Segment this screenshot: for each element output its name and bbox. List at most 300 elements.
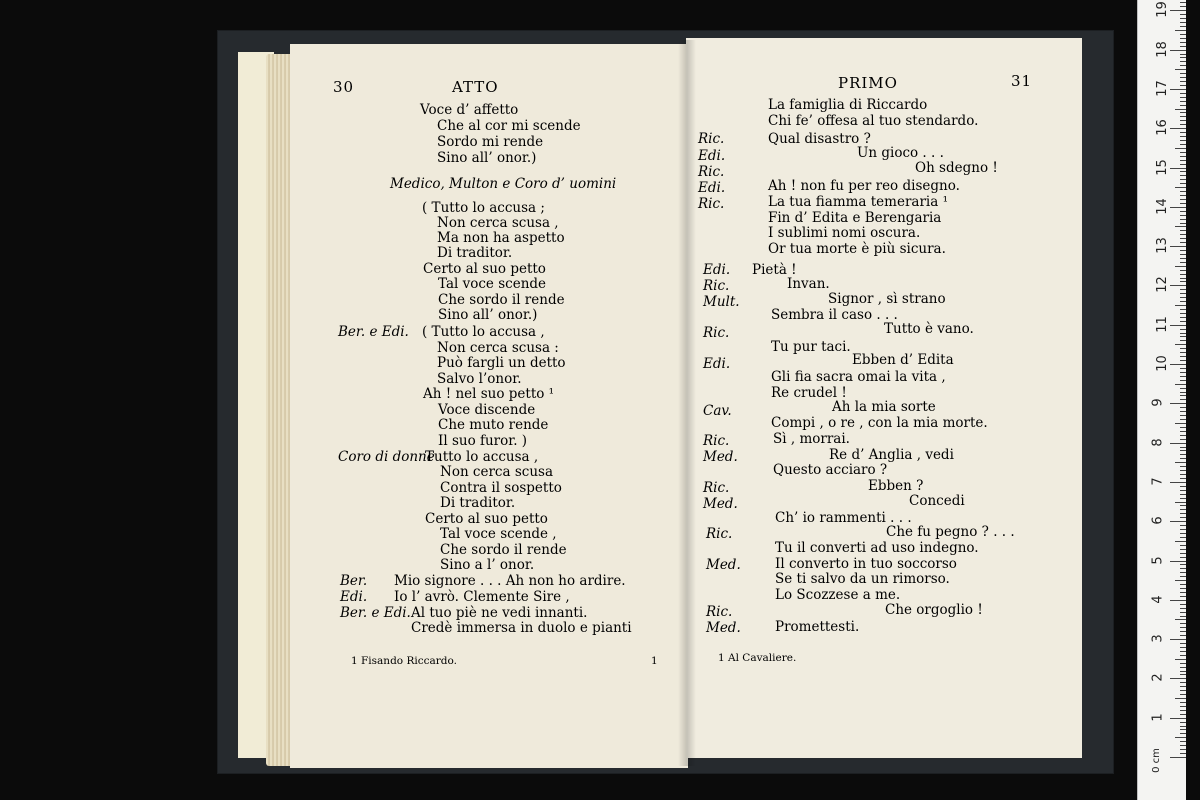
ruler-tick bbox=[1180, 545, 1186, 546]
speaker-label: Mult. bbox=[703, 294, 740, 310]
ruler-tick bbox=[1180, 116, 1186, 117]
ruler-tick bbox=[1180, 706, 1186, 707]
ruler-tick bbox=[1180, 340, 1186, 341]
verse-line: Di traditor. bbox=[440, 495, 516, 511]
ruler-tick bbox=[1180, 26, 1186, 27]
ruler-tick bbox=[1180, 313, 1186, 314]
verse-line: Un gioco . . . bbox=[857, 145, 944, 161]
ruler-tick bbox=[1170, 757, 1186, 758]
ruler-tick bbox=[1180, 274, 1186, 275]
verse-line: Tutto lo accusa , bbox=[425, 449, 539, 465]
speaker-label: Cav. bbox=[703, 403, 732, 419]
ruler-tick bbox=[1180, 211, 1186, 212]
ruler-tick bbox=[1180, 509, 1186, 510]
ruler-number: 19 bbox=[1154, 1, 1170, 19]
verse-line: Ebben ? bbox=[868, 478, 924, 494]
verse-line: Or tua morte è più sicura. bbox=[768, 241, 946, 257]
speaker-label: Edi. bbox=[703, 262, 731, 278]
ruler-tick bbox=[1180, 513, 1186, 514]
verse-line: Certo al suo petto bbox=[425, 511, 548, 527]
ruler-tick bbox=[1170, 600, 1186, 601]
verse-line: Tu pur taci. bbox=[771, 339, 851, 355]
ruler-tick bbox=[1180, 199, 1186, 200]
verse-line: Questo acciaro ? bbox=[773, 462, 888, 478]
measurement-ruler bbox=[1137, 0, 1186, 800]
ruler-tick bbox=[1180, 596, 1186, 597]
ruler-tick bbox=[1180, 93, 1186, 94]
verse-line: Re crudel ! bbox=[771, 385, 847, 401]
ruler-tick bbox=[1180, 183, 1186, 184]
ruler-tick bbox=[1180, 34, 1186, 35]
speaker-label: Edi. bbox=[340, 589, 368, 605]
ruler-number: 5 bbox=[1150, 555, 1166, 565]
verse-line: Non cerca scusa , bbox=[437, 215, 559, 231]
ruler-tick bbox=[1180, 6, 1186, 7]
ruler-tick bbox=[1180, 494, 1186, 495]
verse-line: Ah ! nel suo petto ¹ bbox=[423, 386, 555, 402]
speaker-label: Med. bbox=[703, 449, 738, 465]
speaker-label: Ric. bbox=[706, 604, 733, 620]
ruler-tick bbox=[1180, 388, 1186, 389]
ruler-tick bbox=[1170, 364, 1186, 365]
ruler-tick bbox=[1175, 423, 1186, 424]
ruler-tick bbox=[1180, 42, 1186, 43]
ruler-tick bbox=[1180, 317, 1186, 318]
book-gutter bbox=[678, 40, 696, 766]
ruler-tick bbox=[1180, 549, 1186, 550]
ruler-tick bbox=[1180, 537, 1186, 538]
ruler-tick bbox=[1170, 443, 1186, 444]
ruler-tick bbox=[1180, 568, 1186, 569]
verse-line: Invan. bbox=[787, 276, 830, 292]
ruler-tick bbox=[1180, 667, 1186, 668]
ruler-tick bbox=[1180, 97, 1186, 98]
verse-line: Sino all’ onor.) bbox=[438, 307, 538, 323]
ruler-tick bbox=[1175, 69, 1186, 70]
ruler-tick bbox=[1180, 333, 1186, 334]
verse-line: Ma non ha aspetto bbox=[437, 230, 565, 246]
ruler-tick bbox=[1180, 505, 1186, 506]
ruler-tick bbox=[1170, 168, 1186, 169]
ruler-tick bbox=[1180, 576, 1186, 577]
ruler-tick bbox=[1180, 682, 1186, 683]
ruler-tick bbox=[1180, 623, 1186, 624]
ruler-tick bbox=[1180, 38, 1186, 39]
ruler-tick bbox=[1170, 10, 1186, 11]
speaker-label: Ber. e Edi. bbox=[338, 324, 409, 340]
ruler-tick bbox=[1180, 2, 1186, 3]
verse-line: Al tuo piè ne vedi innanti. bbox=[411, 605, 588, 621]
verse-line: Che sordo il rende bbox=[438, 292, 565, 308]
ruler-tick bbox=[1180, 14, 1186, 15]
verse-line: La tua fiamma temeraria ¹ bbox=[768, 194, 948, 210]
ruler-tick bbox=[1180, 690, 1186, 691]
verse-line: Voce d’ affetto bbox=[420, 102, 519, 118]
ruler-tick bbox=[1170, 639, 1186, 640]
ruler-tick bbox=[1175, 187, 1186, 188]
ruler-tick bbox=[1175, 737, 1186, 738]
ruler-tick bbox=[1180, 356, 1186, 357]
speaker-label: Edi. bbox=[698, 148, 726, 164]
speaker-label: Ric. bbox=[698, 131, 725, 147]
ruler-tick bbox=[1180, 278, 1186, 279]
ruler-tick bbox=[1180, 557, 1186, 558]
ruler-unit-label: 0 cm bbox=[1150, 748, 1162, 773]
ruler-tick bbox=[1175, 148, 1186, 149]
ruler-tick bbox=[1180, 458, 1186, 459]
verse-line: Pietà ! bbox=[752, 262, 797, 278]
ruler-tick bbox=[1175, 541, 1186, 542]
verse-line: Ah ! non fu per reo disegno. bbox=[768, 178, 960, 194]
ruler-tick bbox=[1180, 608, 1186, 609]
ruler-tick bbox=[1180, 57, 1186, 58]
ruler-tick bbox=[1180, 651, 1186, 652]
ruler-tick bbox=[1180, 112, 1186, 113]
ruler-tick bbox=[1180, 242, 1186, 243]
ruler-tick bbox=[1180, 686, 1186, 687]
verse-line: Se ti salvo da un rimorso. bbox=[775, 571, 950, 587]
ruler-number: 14 bbox=[1154, 198, 1170, 215]
verse-line: I sublimi nomi oscura. bbox=[768, 225, 921, 241]
speaker-label: Ric. bbox=[706, 526, 733, 542]
ruler-tick bbox=[1180, 674, 1186, 675]
ruler-tick bbox=[1180, 392, 1186, 393]
ruler-tick bbox=[1180, 749, 1186, 750]
ruler-tick bbox=[1180, 733, 1186, 734]
verse-line: Io l’ avrò. Clemente Sire , bbox=[394, 589, 570, 605]
ruler-tick bbox=[1180, 164, 1186, 165]
ruler-tick bbox=[1180, 631, 1186, 632]
ruler-tick bbox=[1180, 439, 1186, 440]
ruler-tick bbox=[1180, 592, 1186, 593]
ruler-tick bbox=[1180, 529, 1186, 530]
ruler-tick bbox=[1180, 81, 1186, 82]
speaker-label: Ric. bbox=[703, 325, 730, 341]
ruler-tick bbox=[1175, 30, 1186, 31]
ruler-tick bbox=[1180, 490, 1186, 491]
ruler-tick bbox=[1180, 741, 1186, 742]
ruler-tick bbox=[1175, 462, 1186, 463]
ruler-tick bbox=[1180, 486, 1186, 487]
ruler-tick bbox=[1180, 105, 1186, 106]
ruler-tick bbox=[1180, 136, 1186, 137]
ruler-tick bbox=[1175, 109, 1186, 110]
ruler-tick bbox=[1180, 179, 1186, 180]
ruler-tick bbox=[1170, 678, 1186, 679]
right-page-number: 31 bbox=[1011, 72, 1033, 90]
ruler-tick bbox=[1175, 619, 1186, 620]
verse-line: Concedi bbox=[909, 493, 965, 509]
speaker-label: Med. bbox=[706, 620, 741, 636]
ruler-number: 8 bbox=[1150, 437, 1166, 447]
ruler-tick bbox=[1180, 293, 1186, 294]
ruler-tick bbox=[1180, 478, 1186, 479]
verse-line: Sordo mi rende bbox=[437, 134, 544, 150]
ruler-tick bbox=[1170, 403, 1186, 404]
speaker-label: Ric. bbox=[698, 196, 725, 212]
ruler-tick bbox=[1170, 521, 1186, 522]
ruler-tick bbox=[1180, 450, 1186, 451]
verse-line: Tal voce scende bbox=[438, 276, 547, 292]
speaker-label: Ric. bbox=[703, 433, 730, 449]
ruler-tick bbox=[1180, 753, 1186, 754]
stage-direction: Medico, Multon e Coro d’ uomini bbox=[390, 176, 617, 192]
ruler-tick bbox=[1180, 360, 1186, 361]
ruler-tick bbox=[1180, 745, 1186, 746]
verse-line: Tutto è vano. bbox=[884, 321, 974, 337]
ruler-tick bbox=[1180, 435, 1186, 436]
ruler-tick bbox=[1180, 702, 1186, 703]
ruler-tick bbox=[1180, 498, 1186, 499]
speaker-label: Ber. e Edi. bbox=[340, 605, 411, 621]
ruler-tick bbox=[1180, 191, 1186, 192]
ruler-tick bbox=[1180, 564, 1186, 565]
ruler-tick bbox=[1180, 262, 1186, 263]
ruler-tick bbox=[1180, 140, 1186, 141]
speaker-label: Coro di donne bbox=[338, 449, 435, 465]
ruler-tick bbox=[1180, 407, 1186, 408]
verse-line: Ebben d’ Edita bbox=[852, 352, 954, 368]
ruler-tick bbox=[1180, 431, 1186, 432]
ruler-tick bbox=[1180, 714, 1186, 715]
ruler-number: 10 bbox=[1154, 355, 1170, 372]
verse-line: Non cerca scusa : bbox=[437, 340, 559, 356]
ruler-tick bbox=[1180, 627, 1186, 628]
right-running-head: PRIMO bbox=[838, 74, 898, 92]
ruler-tick bbox=[1180, 101, 1186, 102]
ruler-tick bbox=[1180, 368, 1186, 369]
ruler-tick bbox=[1175, 580, 1186, 581]
speaker-label: Med. bbox=[706, 557, 741, 573]
ruler-tick bbox=[1170, 482, 1186, 483]
ruler-number: 4 bbox=[1150, 595, 1166, 604]
ruler-tick bbox=[1175, 305, 1186, 306]
ruler-tick bbox=[1180, 694, 1186, 695]
ruler-tick bbox=[1180, 297, 1186, 298]
verse-line: Non cerca scusa bbox=[440, 464, 553, 480]
ruler-tick bbox=[1180, 18, 1186, 19]
ruler-tick bbox=[1180, 171, 1186, 172]
ruler-tick bbox=[1180, 85, 1186, 86]
verse-line: Che orgoglio ! bbox=[885, 602, 983, 618]
ruler-number: 11 bbox=[1154, 315, 1170, 333]
verse-line: Il converto in tuo soccorso bbox=[775, 556, 957, 572]
verse-line: Che fu pegno ? . . . bbox=[886, 524, 1015, 540]
ruler-tick bbox=[1180, 309, 1186, 310]
verse-line: Mio signore . . . Ah non ho ardire. bbox=[394, 573, 626, 589]
verse-line: Che al cor mi scende bbox=[437, 118, 581, 134]
verse-line: Certo al suo petto bbox=[423, 261, 546, 277]
ruler-tick bbox=[1180, 419, 1186, 420]
ruler-tick bbox=[1180, 655, 1186, 656]
verse-line: Tu il converti ad uso indegno. bbox=[775, 540, 979, 556]
verse-line: Oh sdegno ! bbox=[915, 160, 998, 176]
ruler-tick bbox=[1170, 561, 1186, 562]
verse-line: Sì , morrai. bbox=[773, 431, 850, 447]
ruler-number: 15 bbox=[1154, 158, 1170, 176]
ruler-tick bbox=[1180, 54, 1186, 55]
ruler-tick bbox=[1180, 635, 1186, 636]
footnote: 1 Al Cavaliere. bbox=[718, 652, 797, 664]
ruler-tick bbox=[1180, 160, 1186, 161]
verse-line: ( Tutto lo accusa ; bbox=[422, 200, 545, 216]
ruler-tick bbox=[1180, 215, 1186, 216]
ruler-number: 2 bbox=[1150, 673, 1166, 683]
ruler-tick bbox=[1180, 380, 1186, 381]
ruler-tick bbox=[1180, 203, 1186, 204]
ruler-tick bbox=[1170, 89, 1186, 90]
verse-line: Credè immersa in duolo e pianti bbox=[411, 620, 632, 636]
ruler-tick bbox=[1180, 77, 1186, 78]
ruler-tick bbox=[1180, 572, 1186, 573]
ruler-tick bbox=[1170, 128, 1186, 129]
ruler-tick bbox=[1180, 533, 1186, 534]
ruler-tick bbox=[1180, 281, 1186, 282]
ruler-tick bbox=[1180, 415, 1186, 416]
ruler-tick bbox=[1180, 474, 1186, 475]
ruler-tick bbox=[1180, 399, 1186, 400]
ruler-tick bbox=[1180, 152, 1186, 153]
ruler-number: 16 bbox=[1154, 119, 1170, 136]
ruler-tick bbox=[1170, 285, 1186, 286]
ruler-tick bbox=[1180, 352, 1186, 353]
verse-line: Voce discende bbox=[438, 402, 536, 418]
ruler-tick bbox=[1175, 266, 1186, 267]
ruler-tick bbox=[1180, 156, 1186, 157]
ruler-tick bbox=[1180, 336, 1186, 337]
ruler-tick bbox=[1180, 722, 1186, 723]
ruler-number: 1 bbox=[1150, 713, 1166, 722]
ruler-tick bbox=[1180, 234, 1186, 235]
ruler-tick bbox=[1180, 517, 1186, 518]
verse-line: Re d’ Anglia , vedi bbox=[829, 447, 954, 463]
verse-line: Sembra il caso . . . bbox=[771, 307, 898, 323]
verse-line: Ch’ io rammenti . . . bbox=[775, 510, 912, 526]
ruler-tick bbox=[1180, 376, 1186, 377]
ruler-tick bbox=[1180, 663, 1186, 664]
footnote: 1 Fisando Riccardo. bbox=[351, 655, 457, 667]
ruler-number: 7 bbox=[1150, 477, 1166, 486]
verse-line: Compi , o re , con la mia morte. bbox=[771, 415, 988, 431]
ruler-tick bbox=[1180, 447, 1186, 448]
verse-line: Di traditor. bbox=[437, 245, 513, 261]
ruler-number: 9 bbox=[1150, 398, 1166, 407]
ruler-tick bbox=[1180, 647, 1186, 648]
ruler-tick bbox=[1180, 427, 1186, 428]
ruler-tick bbox=[1180, 120, 1186, 121]
ruler-tick bbox=[1180, 321, 1186, 322]
speaker-label: Edi. bbox=[698, 180, 726, 196]
verse-line: Che sordo il rende bbox=[440, 542, 567, 558]
ruler-tick bbox=[1180, 124, 1186, 125]
ruler-tick bbox=[1180, 348, 1186, 349]
verse-line: Tal voce scende , bbox=[440, 526, 557, 542]
ruler-tick bbox=[1180, 258, 1186, 259]
ruler-tick bbox=[1180, 454, 1186, 455]
ruler-tick bbox=[1180, 525, 1186, 526]
speaker-label: Ber. bbox=[340, 573, 368, 589]
ruler-tick bbox=[1180, 22, 1186, 23]
ruler-tick bbox=[1180, 726, 1186, 727]
verse-line: Qual disastro ? bbox=[768, 131, 871, 147]
verse-line: Può fargli un detto bbox=[437, 355, 566, 371]
ruler-tick bbox=[1180, 411, 1186, 412]
ruler-tick bbox=[1175, 384, 1186, 385]
verse-line: Gli fia sacra omai la vita , bbox=[771, 369, 946, 385]
ruler-number: 3 bbox=[1150, 634, 1166, 643]
ruler-tick bbox=[1180, 301, 1186, 302]
verse-line: Chi fe’ offesa al tuo stendardo. bbox=[768, 113, 979, 129]
ruler-tick bbox=[1180, 144, 1186, 145]
ruler-tick bbox=[1180, 270, 1186, 271]
ruler-tick bbox=[1180, 238, 1186, 239]
ruler-tick bbox=[1180, 289, 1186, 290]
ruler-tick bbox=[1180, 553, 1186, 554]
ruler-tick bbox=[1180, 61, 1186, 62]
ruler-tick bbox=[1180, 132, 1186, 133]
speaker-label: Edi. bbox=[703, 356, 731, 372]
verse-line: Sino a l’ onor. bbox=[440, 557, 535, 573]
ruler-tick bbox=[1170, 246, 1186, 247]
verse-line: Salvo l’onor. bbox=[437, 371, 522, 387]
ruler-tick bbox=[1175, 226, 1186, 227]
verse-line: Che muto rende bbox=[438, 417, 549, 433]
left-page-number: 30 bbox=[333, 78, 355, 96]
verse-line: Lo Scozzese a me. bbox=[775, 587, 901, 603]
speaker-label: Ric. bbox=[703, 480, 730, 496]
footnote-marker: 1 bbox=[651, 655, 658, 667]
ruler-tick bbox=[1180, 588, 1186, 589]
verse-line: Contra il sospetto bbox=[440, 480, 562, 496]
ruler-tick bbox=[1180, 466, 1186, 467]
ruler-tick bbox=[1170, 50, 1186, 51]
ruler-tick bbox=[1175, 659, 1186, 660]
ruler-tick bbox=[1180, 73, 1186, 74]
ruler-tick bbox=[1180, 584, 1186, 585]
ruler-tick bbox=[1170, 325, 1186, 326]
ruler-number: 6 bbox=[1150, 516, 1166, 525]
ruler-tick bbox=[1180, 671, 1186, 672]
speaker-label: Ric. bbox=[698, 164, 725, 180]
ruler-tick bbox=[1180, 175, 1186, 176]
verse-line: La famiglia di Riccardo bbox=[768, 97, 928, 113]
ruler-tick bbox=[1170, 207, 1186, 208]
verse-line: Fin d’ Edita e Berengaria bbox=[768, 210, 942, 226]
ruler-tick bbox=[1180, 612, 1186, 613]
ruler-tick bbox=[1180, 46, 1186, 47]
verse-line: Ah la mia sorte bbox=[832, 399, 936, 415]
ruler-tick bbox=[1180, 250, 1186, 251]
ruler-tick bbox=[1180, 470, 1186, 471]
verse-line: Sino all’ onor.) bbox=[437, 150, 537, 166]
ruler-tick bbox=[1170, 718, 1186, 719]
ruler-tick bbox=[1180, 219, 1186, 220]
verse-line: Signor , sì strano bbox=[828, 291, 946, 307]
ruler-tick bbox=[1180, 729, 1186, 730]
ruler-tick bbox=[1175, 698, 1186, 699]
left-running-head: ATTO bbox=[452, 78, 499, 96]
verse-line: Il suo furor. ) bbox=[438, 433, 528, 449]
ruler-tick bbox=[1180, 65, 1186, 66]
speaker-label: Ric. bbox=[703, 278, 730, 294]
ruler-tick bbox=[1180, 223, 1186, 224]
verse-line: Promettesti. bbox=[775, 619, 860, 635]
ruler-number: 12 bbox=[1154, 276, 1170, 294]
ruler-tick bbox=[1180, 616, 1186, 617]
ruler-number: 18 bbox=[1154, 40, 1170, 58]
ruler-tick bbox=[1180, 230, 1186, 231]
ruler-number: 17 bbox=[1154, 80, 1170, 97]
